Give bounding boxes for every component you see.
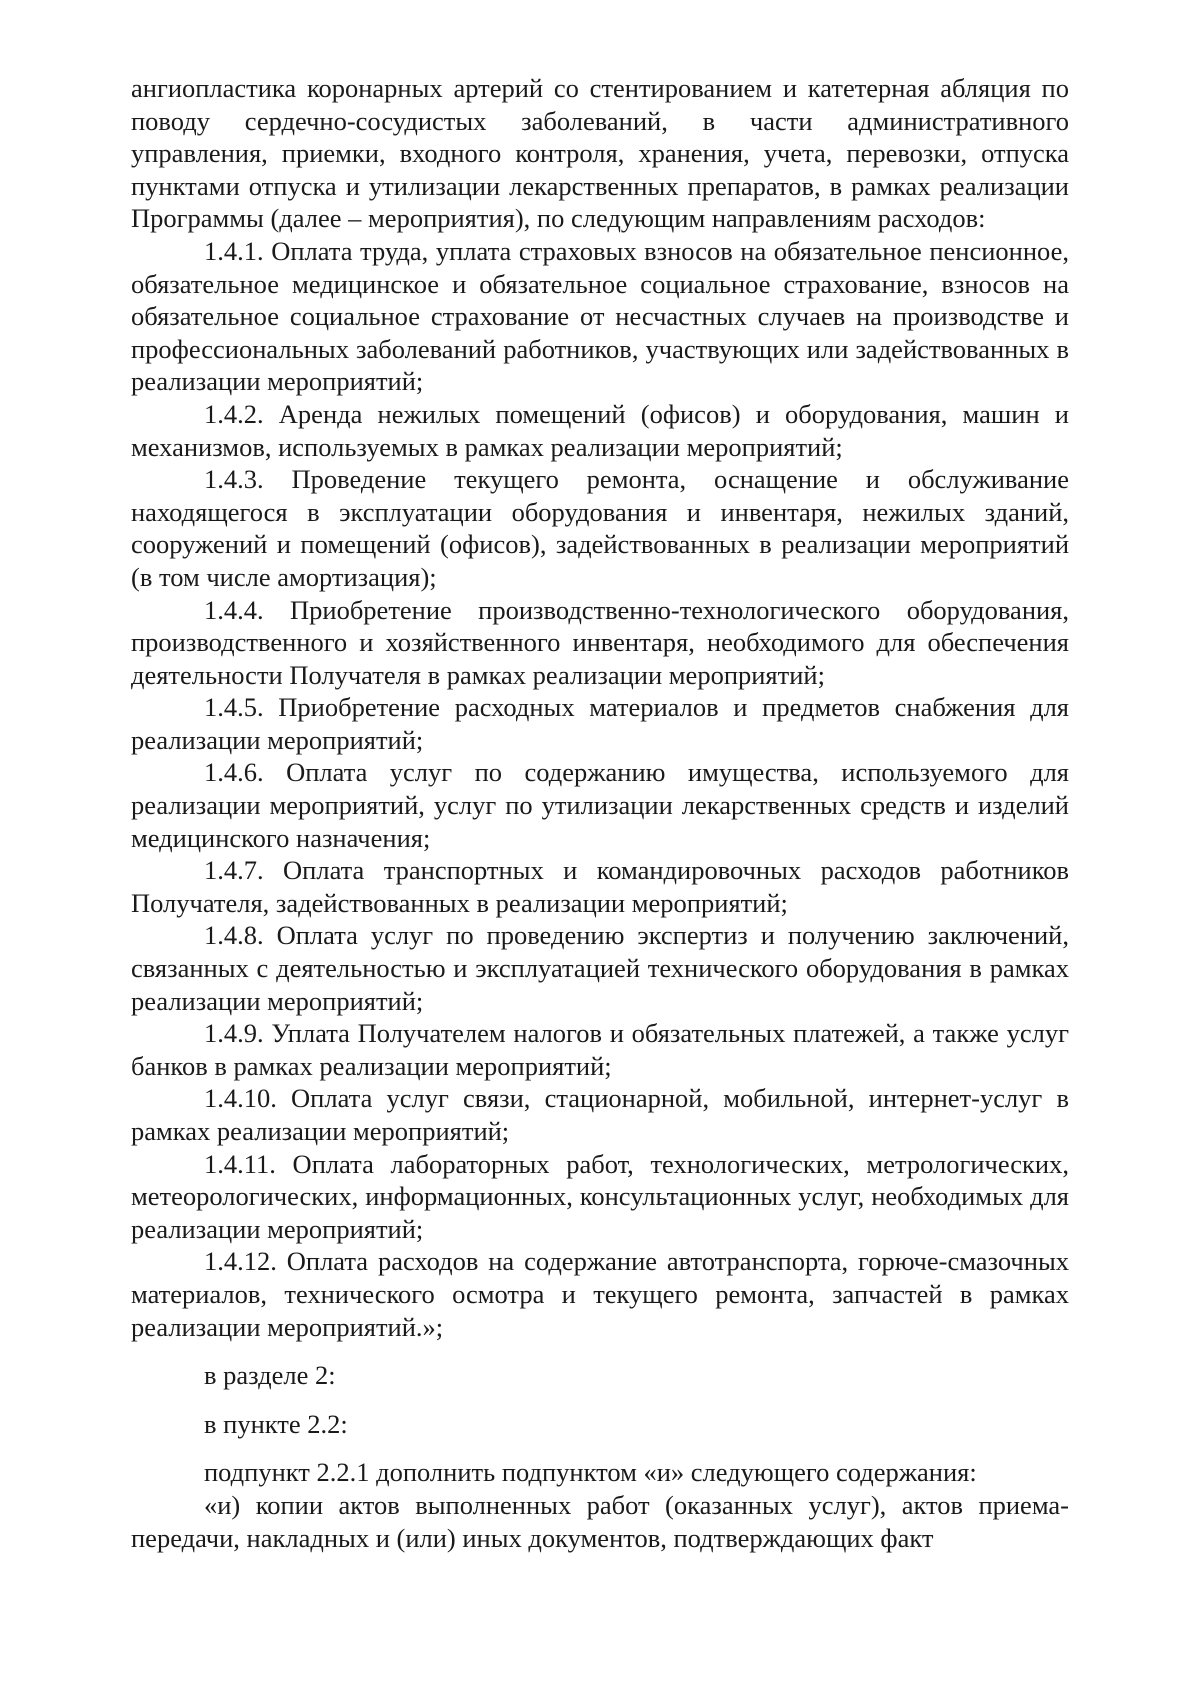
- document-body: [131, 72, 1069, 1554]
- clause-1-4-11: 1.4.11. Оплата лабораторных работ, технологических, метрологических, метеорологических, информационных, консультационных услуг, необходимых для реализации мероприятий;: [131, 1148, 1069, 1244]
- subpoint-i-text: «и) копии актов выполненных работ (оказанных услуг), актов приема-передачи, накладных и (или) иных документов, подтверждающих факт: [131, 1489, 1069, 1553]
- clause-1-4-8: 1.4.8. Оплата услуг по проведению экспертиз и получению заключений, связанных с деятельностью и эксплуатацией технического оборудования в рамках реализации мероприятий;: [131, 920, 1069, 1016]
- section-2-heading: в разделе 2:: [204, 1360, 336, 1391]
- clause-1-4-5: 1.4.5. Приобретение расходных материалов и предметов снабжения для реализации мероприятий;: [131, 692, 1069, 755]
- clause-1-4-3: 1.4.3. Проведение текущего ремонта, оснащение и обслуживание находящегося в эксплуатации оборудования и инвентаря, нежилых зданий, сооружений и помещений (офисов), задействованных в реализации мероприятий (в том числе амортизация);: [131, 464, 1069, 592]
- clause-1-4-9: 1.4.9. Уплата Получателем налогов и обязательных платежей, а также услуг банков в рамках реализации мероприятий;: [131, 1018, 1069, 1081]
- clause-1-4-2: 1.4.2. Аренда нежилых помещений (офисов) и оборудования, машин и механизмов, используемых в рамках реализации мероприятий;: [131, 398, 1069, 462]
- clause-1-4-6: 1.4.6. Оплата услуг по содержанию имущества, используемого для реализации мероприятий, услуг по утилизации лекарственных средств и изделий медицинского назначения;: [131, 757, 1069, 853]
- clause-1-4-10: 1.4.10. Оплата услуг связи, стационарной, мобильной, интернет-услуг в рамках реализации мероприятий;: [131, 1083, 1069, 1146]
- clause-1-4-4: 1.4.4. Приобретение производственно-технологического оборудования, производственного и хозяйственного инвентаря, необходимого для обеспечения деятельности Получателя в рамках реализации мероприятий;: [131, 594, 1069, 690]
- subpoint-2-2-1-instruction: подпункт 2.2.1 дополнить подпунктом «и» следующего содержания:: [204, 1457, 977, 1488]
- point-2-2-heading: в пункте 2.2:: [204, 1408, 348, 1439]
- clause-1-4-7: 1.4.7. Оплата транспортных и командировочных расходов работников Получателя, задействованных в реализации мероприятий;: [131, 855, 1069, 918]
- clause-1-4-12: 1.4.12. Оплата расходов на содержание автотранспорта, горюче-смазочных материалов, технического осмотра и текущего ремонта, запчастей в рамках реализации мероприятий.»;: [131, 1246, 1069, 1342]
- clause-1-4-1: 1.4.1. Оплата труда, уплата страховых взносов на обязательное пенсионное, обязательное медицинское и обязательное социальное страхование, взносов на обязательное социальное страхование от несчастных случаев на производстве и профессиональных заболеваний работников, участвующих или задействованных в реализации мероприятий;: [131, 235, 1069, 397]
- paragraph-intro-continuation: ангиопластика коронарных артерий со стентированием и катетерная абляция по поводу сердечно-сосудистых заболеваний, в части административного управления, приемки, входного контроля, хранения, учета, перевозки, отпуска пунктами отпуска и утилизации лекарственных препаратов, в рамках реализации Программы (далее – мероприятия), по следующим направлениям расходов:: [131, 73, 1069, 234]
